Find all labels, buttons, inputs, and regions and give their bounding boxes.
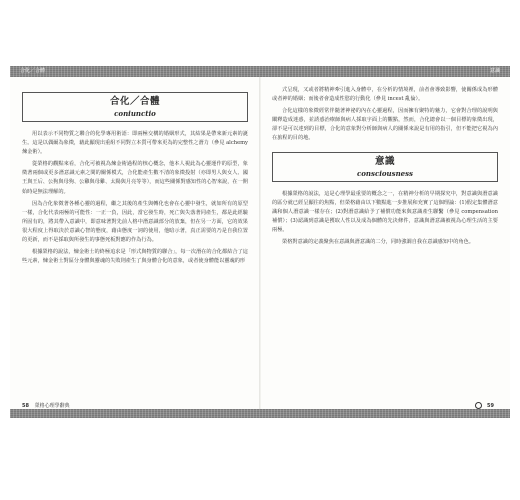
paragraph: 從榮格的觀點來看，合化可被視為煉金術過程的核心概念，他本人視此為心靈運作的原型，象徵著兩個或更多潛意識元素之間的關係模式，合化能產生數不清的象徵投射（亦即男人與女人、國王與王后、公狗與母狗、公雞與母雞、太陽與月亮等等），而這些關係對感知性的心智來說，在一開始時是無法理解的。 [22, 161, 248, 195]
bottom-band [10, 409, 510, 418]
paragraph: 根據榮格的說法，這是心理學最重要的概念之一，在精神分析的早期探究中，對意識與潛意識的區分就已經呈顯往的焦點，但榮格藉由以下數點進一步推展和充實了這個理論：(1)假定集體潛意識和個人潛意識一樣存在；(2)對潛意識給予了補償功能來與意識產生聯繫（參見 compensation 補償）；(3)認識到意識是獲取人性以及成為個體的先決條件，意識與潛意識被視為心理生活的主要兩極。 [272, 190, 498, 233]
running-head-left: 合化／合體 [20, 68, 46, 74]
paragraph: 用以表示不同物質之聯合的化學專用術語：即兩極交構的婚姻形式，其結果是帶來新元素的誕生。這是以偶爾為象徵，藉此顯現出重組不同對立本質可帶來更為的完整性之潛力（參見 alchemy 煉金術）。 [22, 131, 248, 156]
left-page [22, 86, 248, 269]
paragraph: 根據榮格的說法，煉金術士的終極追求是「形式與物質的聯合」，每一次潛在的合化都結合了這些元素，煉金術士對區分身體與靈魂的失敗則產生了與身體合化的意象，或者使身體能以靈魂的形 [22, 249, 248, 265]
top-band [10, 66, 510, 77]
paragraph: 榮格對意識的定義聚焦在意識與潛意識的二分，同時強調自我在意識感知中的角色。 [282, 239, 474, 246]
page-number: 59 [487, 403, 494, 409]
entry-title: 合化／合體 [109, 96, 160, 107]
footer-right [475, 402, 498, 409]
running-head-right: 意識 [489, 68, 500, 74]
entry-title-box-coniunctio [22, 92, 248, 122]
circle-ornament-icon [475, 402, 482, 409]
entry-title: 意識 [374, 155, 395, 167]
book-spine [259, 77, 261, 409]
paragraph: 式呈現，又或者將精神牽引進入身體中，在分析的情境裡，前者會導致影響，使關係成為形體或者神的婚姻；而後者會造成性慾的行動化（參見 incest 亂倫）。 [272, 87, 498, 103]
page-number: 58 [22, 403, 29, 409]
book-title: 榮格心理學辭典 [34, 403, 70, 409]
entry-latin-term: consciousness [356, 168, 413, 178]
footer-left [22, 402, 70, 409]
entry-title-box-consciousness [272, 152, 498, 182]
paragraph: 合化這樣的象徵經常伴隨著神祕的內在心靈過程，因而擁有聚特的魅力，它會對合理的說明與闡釋造成迷惑，並誘惑治療師與病人採取字面上的觀點，然而，合化總會以一個目標的象徵出現，卻不是可以達到的目標，合化的意象對分析師與病人的關係來說是有用的指引，但不能把它視為內在旅程的目的地。 [272, 108, 498, 142]
entry-latin-term: coniunctio [114, 109, 156, 118]
right-page [272, 86, 498, 250]
paragraph: 因為合化象徵著各種心靈的過程，繼之其後的產生與轉化也會在心靈中發生，就如所有的原型一樣，合化代表兩極的可能性：一正一負，因此，當它發生時，死亡與失落著同產生，都是此經驗所固有的，將其帶入意識中，即意味著對先前人格中潛意識部分的放棄，但在另一方面，它的效果很大程度上得取決於意識心智的態度，藉由態度一詞的使用，他暗示著，真正需要的乃是自我位置的更新，而不是採取與所發生的事態死板對應的作為行為。 [22, 200, 248, 244]
book-spread [10, 66, 510, 418]
